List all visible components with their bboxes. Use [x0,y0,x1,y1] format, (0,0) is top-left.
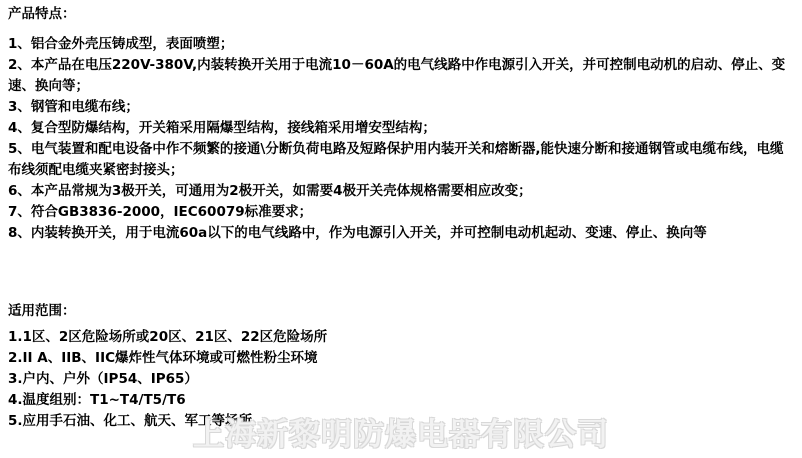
scope-item: 2.II A、IIB、IIC爆炸性气体环境或可燃性粉尘环境 [8,350,318,366]
features-item: 7、符合GB3836-2000，IEC60079标准要求； [8,204,313,220]
company-watermark: 上海新黎明防爆电器有限公司 [193,417,609,453]
scope-list [8,327,794,432]
features-item: 2、本产品在电压220V-380V,内装转换开关用于电流10－60A的电气线路中作电源引入开关，并可控制电动机的启动、停止、变速、换向等； [8,57,786,94]
scope-heading: 适用范围： [8,303,76,319]
features-item: 5、电气装置和配电设备中作不频繁的接通\分断负荷电路及短路保护用内装开关和熔断器,能快速分断和接通钢管或电缆布线，电缆布线须配电缆夹紧密封接头； [8,141,784,178]
features-item: 1、铝合金外壳压铸成型，表面喷塑； [8,36,234,52]
scope-item: 1.1区、2区危险场所或20区、21区、22区危险场所 [8,329,328,345]
scope-item: 4.温度组别：T1~T4/T5/T6 [8,392,186,408]
features-heading: 产品特点： [8,6,76,22]
features-item: 8、内装转换开关，用于电流60a以下的电气线路中，作为电源引入开关，并可控制电动机起动、变速、停止、换向等 [8,225,707,241]
features-list [8,34,794,244]
scope-item: 3.户内、户外（IP54、IP65） [8,371,198,387]
features-item: 4、复合型防爆结构，开关箱采用隔爆型结构，接线箱采用增安型结构； [8,120,436,136]
scope-item: 5.应用手石油、化工、航天、军工等场所 [8,413,253,429]
features-item: 6、本产品常规为3极开关，可通用为2极开关，如需要4极开关壳体规格需要相应改变； [8,183,532,199]
features-item: 3、钢管和电缆布线； [8,99,139,115]
